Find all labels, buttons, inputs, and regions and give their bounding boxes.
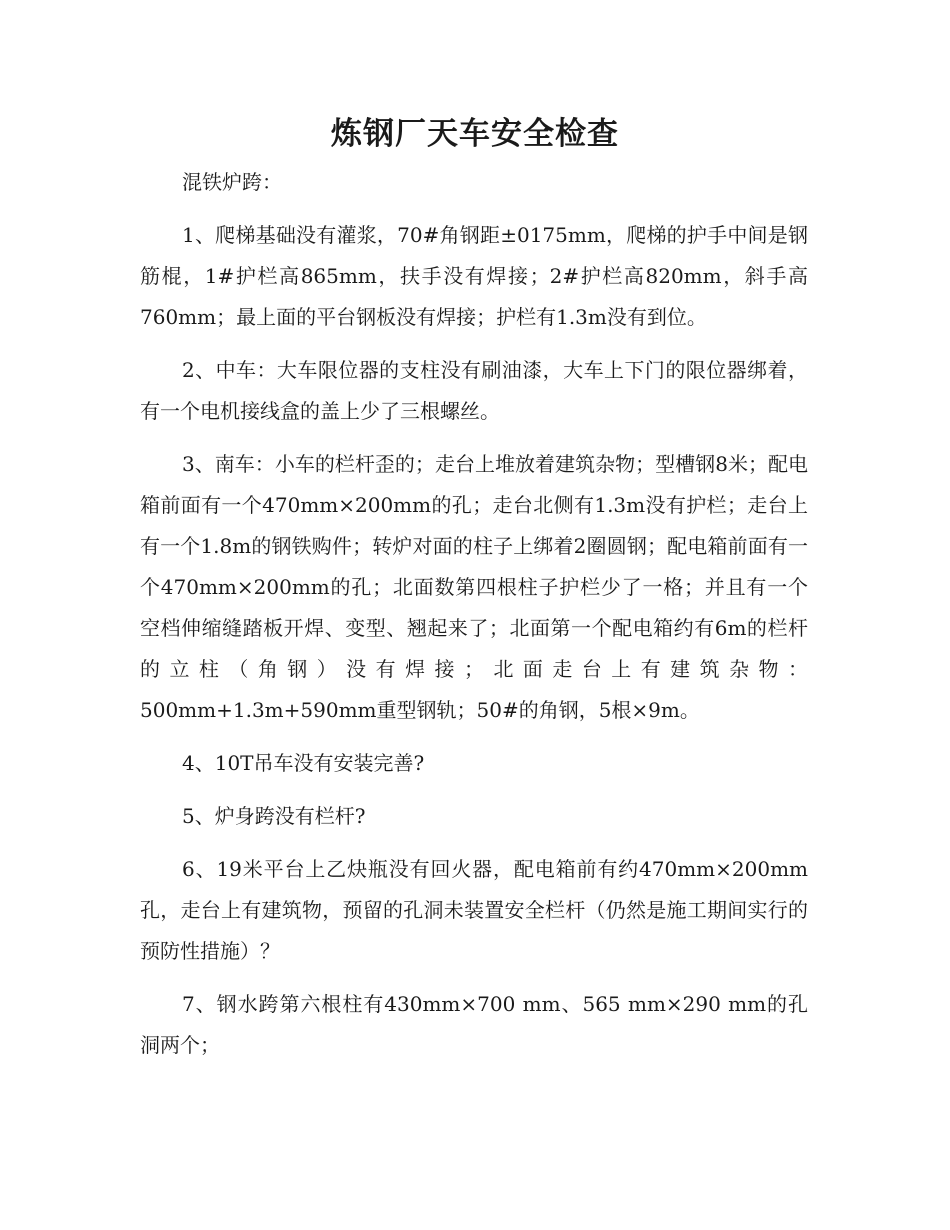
document-title: 炼钢厂天车安全检查 xyxy=(331,116,619,152)
inspection-item-5: 5、炉身跨没有栏杆? xyxy=(182,804,366,828)
inspection-item-6: 6、19米平台上乙炔瓶没有回火器，配电箱前有约470mm×200mm孔，走台上有建筑物，预留的孔洞未装置安全栏杆（仍然是施工期间实行的预防性措施）？ xyxy=(140,857,808,963)
inspection-item-3: 3、南车：小车的栏杆歪的；走台上堆放着建筑杂物；型槽钢8米；配电箱前面有一个470mm×200mm的孔；走台北侧有1.3m没有护栏；走台上有一个1.8m的钢铁购件；转炉对面的柱子上绑着2圈圆钢；配电箱前面有一个470mm×200mm的孔；北面数第四根柱子护栏少了一格；并且有一个空档伸缩缝踏板开焊、变型、翘起来了；北面第一个配电箱约有6m的栏杆的立柱（角钢）没有焊接；北面走台上有建筑杂物：500mm+1.3m+590mm重型钢轨；50#的角钢，5根×9m。 xyxy=(140,452,808,722)
inspection-item-2: 2、中车：大车限位器的支柱没有刷油漆，大车上下门的限位器绑着，有一个电机接线盒的盖上少了三根螺丝。 xyxy=(140,358,808,423)
section-heading: 混铁炉跨： xyxy=(182,170,282,194)
inspection-item-7: 7、钢水跨第六根柱有430mm×700 mm、565 mm×290 mm的孔洞两个； xyxy=(140,992,808,1057)
document-body xyxy=(140,162,808,1078)
inspection-item-1: 1、爬梯基础没有灌浆，70#角钢距±0175mm，爬梯的护手中间是钢筋棍，1#护栏高865mm，扶手没有焊接；2#护栏高820mm，斜手高760mm；最上面的平台钢板没有焊接；护栏有1.3m没有到位。 xyxy=(140,223,808,329)
inspection-item-4: 4、10T吊车没有安装完善? xyxy=(182,751,425,775)
